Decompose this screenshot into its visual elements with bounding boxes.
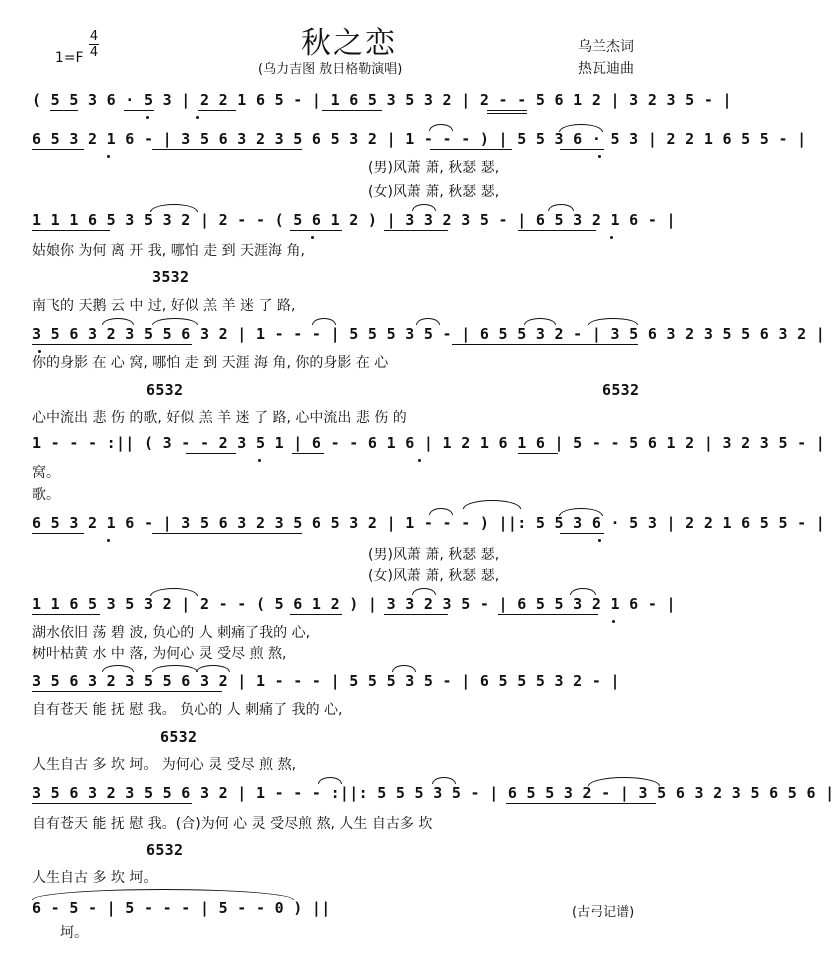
lyric-row-2-a: (男)风萧 萧, 秋瑟 瑟, <box>368 160 500 176</box>
lyric-row-5-a: 窝。 <box>32 465 60 481</box>
lyric-row-4-b: 心中流出 悲 伤 的歌, 好似 羔 羊 迷 了 路, 心中流出 悲 伤 的 <box>32 410 407 426</box>
score-row-2: 6 5 3 2 1 6 - | 3 5 6 3 2 3 5 6 5 3 2 | 1 - - - ) | 5 5 3 6 · 5 3 | 2 2 1 6 5 5 - | <box>32 130 807 148</box>
composer: 热瓦迪曲 <box>578 61 634 77</box>
score-row-4: 3 5 6 3 2 3 5 5 6 3 2 | 1 - - - | 5 5 5 3 5 - | 6 5 5 3 2 - | 3 5 6 3 2 3 5 5 6 3 2 | <box>32 325 826 343</box>
lyric-row-6-b: (女)风萧 萧, 秋瑟 瑟, <box>368 568 500 584</box>
lyric-row-9-a: 自有苍天 能 抚 慰 我。(合)为何 心 灵 受尽煎 熬, 人生 自古多 坎 <box>32 816 433 832</box>
score-row-10: 6 - 5 - | 5 - - - | 5 - - 0 ) || <box>32 899 331 917</box>
score-row-3: 1 1 1 6 5 3 5 3 2 | 2 - - ( 5 6 1 2 ) | 3 3 2 3 5 - | 6 5 3 2 1 6 - | <box>32 211 676 229</box>
lyric-row-10: 坷。 <box>60 925 88 941</box>
lyricist: 乌兰杰词 <box>578 39 634 55</box>
key-signature: 1=F <box>54 50 84 66</box>
score-row-1: ( 5 5 3 6 · 5 3 | 2 2 1 6 5 - | 1 6 5 3 5 3 2 | 2 - - 5 6 1 2 | 3 2 3 5 - | <box>32 91 732 109</box>
lyric-row-4-a: 你的身影 在 心 窝, 哪怕 走 到 天涯 海 角, 你的身影 在 心 <box>32 355 389 371</box>
alt-melody-8: 6532 <box>160 728 198 746</box>
score-row-5: 1 - - - :|| ( 3 - - 2 3 5 1 | 6 - - 6 1 6 | 1 2 1 6 1 6 | 5 - - 5 6 1 2 | 3 2 3 5 - | <box>32 434 826 452</box>
song-subtitle: (乌力吉图 敖日格勒演唱) <box>258 62 403 77</box>
alt-melody-4-left: 6532 <box>146 381 184 399</box>
score-row-8: 3 5 6 3 2 3 5 5 6 3 2 | 1 - - - | 5 5 5 3 5 - | 6 5 5 5 3 2 - | <box>32 672 620 690</box>
lyric-row-8-b: 人生自古 多 坎 坷。 为何心 灵 受尽 煎 熬, <box>32 757 297 773</box>
alt-melody-9: 6532 <box>146 841 184 859</box>
alt-melody-4-right: 6532 <box>602 381 640 399</box>
song-title: 秋之恋 <box>301 26 397 61</box>
score-row-7: 1 1 6 5 3 5 3 2 | 2 - - ( 5 6 1 2 ) | 3 3 2 3 5 - | 6 5 5 3 2 1 6 - | <box>32 595 676 613</box>
score-row-9: 3 5 6 3 2 3 5 5 6 3 2 | 1 - - - :||: 5 5 5 3 5 - | 6 5 5 3 2 - | 3 5 6 3 2 3 5 6 5 6 | <box>32 784 834 802</box>
transcriber-credit: (古弓记谱) <box>572 905 635 920</box>
lyric-row-3-a: 姑娘你 为何 离 开 我, 哪怕 走 到 天涯海 角, <box>32 243 305 259</box>
lyric-row-2-b: (女)风萧 萧, 秋瑟 瑟, <box>368 184 500 200</box>
alt-melody-3: 3532 <box>152 268 190 286</box>
lyric-row-7-b: 树叶枯黄 水 中 落, 为何心 灵 受尽 煎 熬, <box>32 646 287 662</box>
lyric-row-6-a: (男)风萧 萧, 秋瑟 瑟, <box>368 547 500 563</box>
lyric-row-3-b: 南飞的 天鹅 云 中 过, 好似 羔 羊 迷 了 路, <box>32 298 296 314</box>
lyric-row-9-b: 人生自古 多 坎 坷。 <box>32 870 158 886</box>
lyric-row-8-a: 自有苍天 能 抚 慰 我。 负心的 人 刺痛了 我的 心, <box>32 702 343 718</box>
lyric-row-7-a: 湖水依旧 荡 碧 波, 负心的 人 刺痛了我的 心, <box>32 625 311 641</box>
score-row-6: 6 5 3 2 1 6 - | 3 5 6 3 2 3 5 6 5 3 2 | 1 - - - ) ||: 5 5 3 6 · 5 3 | 2 2 1 6 5 5 - | <box>32 514 826 532</box>
lyric-row-5-b: 歌。 <box>32 487 60 503</box>
